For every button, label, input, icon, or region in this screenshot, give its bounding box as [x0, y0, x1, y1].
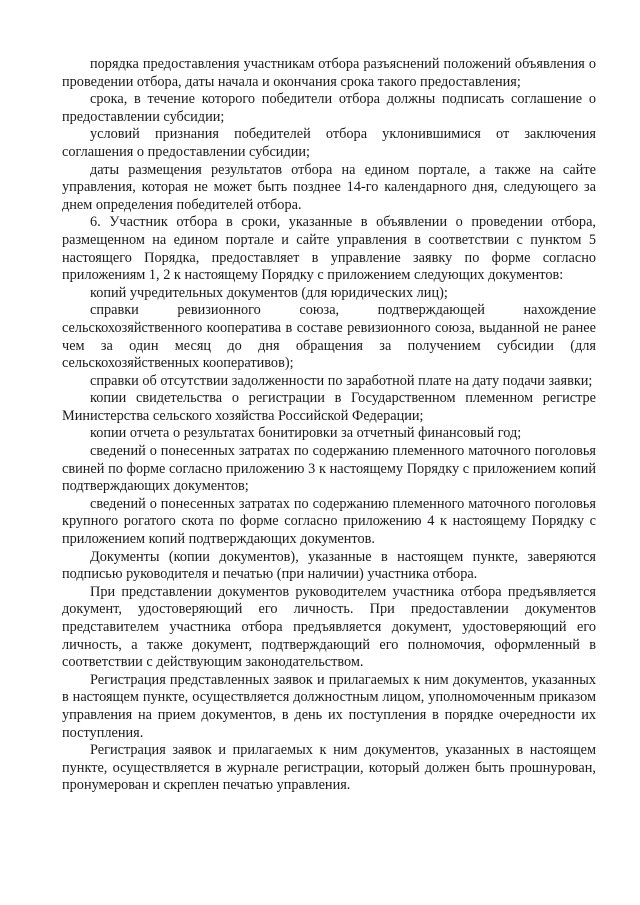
paragraph-signing-deadline: срока, в течение которого победители отбора должны подписать соглашение о предоставлении субсидии;	[62, 91, 596, 125]
paragraph-pig-costs: сведений о понесенных затратах по содержанию племенного маточного поголовья свиней по форме согласно приложению 3 к настоящему Порядку с приложением копий подтверждающих документов;	[62, 443, 596, 495]
paragraph-clarification-order: порядка предоставления участникам отбора разъяснений положений объявления о проведении отбора, даты начала и окончания срока такого предоставления;	[62, 56, 596, 90]
document-page	[62, 56, 596, 795]
paragraph-registration-journal: Регистрация заявок и прилагаемых к ним документов, указанных в настоящем пункте, осуществляется в журнале регистрации, который должен быть прошнурован, пронумерован и скреплен печатью управления.	[62, 742, 596, 794]
paragraph-audit-union-certificate: справки ревизионного союза, подтверждающей нахождение сельскохозяйственного кооператива в составе ревизионного союза, выданной не ранее чем за один месяц до дня обращения за получением субсидии (для сельскохозяйственных кооперативов);	[62, 302, 596, 372]
paragraph-identity-documents: При представлении документов руководителем участника отбора предъявляется документ, удостоверяющий его личность. При предоставлении документов представителем участника отбора предъявляется документ, удостоверяющий его личность, а также документ, подтверждающий его полномочия, оформленный в соответствии с действующим законодательством.	[62, 583, 596, 671]
paragraph-document-certification: Документы (копии документов), указанные в настоящем пункте, заверяются подписью руководителя и печатью (при наличии) участника отбора.	[62, 548, 596, 583]
paragraph-evasion-conditions: условий признания победителей отбора уклонившимися от заключения соглашения о предоставлении субсидии;	[62, 126, 596, 160]
paragraph-cattle-costs: сведений о понесенных затратах по содержанию племенного маточного поголовья крупного рогатого скота по форме согласно приложению 4 к настоящему Порядку с приложением копий подтверждающих документов.	[62, 495, 596, 548]
paragraph-registration-official: Регистрация представленных заявок и прилагаемых к ним документов, указанных в настоящем пункте, осуществляется должностным лицом, уполномоченным приказом управления на прием документов, в день их поступления в порядке очередности их поступления.	[62, 671, 596, 741]
paragraph-founding-documents: копий учредительных документов (для юридических лиц);	[90, 284, 448, 301]
paragraph-no-salary-debt: справки об отсутствии задолженности по заработной плате на дату подачи заявки;	[90, 372, 593, 389]
paragraph-breeding-register-certificate: копии свидетельства о регистрации в Государственном племенном регистре Министерства сельского хозяйства Российской Федерации;	[62, 390, 596, 424]
paragraph-results-date: даты размещения результатов отбора на едином портале, а также на сайте управления, которая не может быть позднее 14-го календарного дня, следующего за днем определения победителей отбора.	[62, 161, 596, 213]
paragraph-bonitation-report: копии отчета о результатах бонитировки за отчетный финансовый год;	[90, 425, 522, 442]
paragraph-section-6: 6. Участник отбора в сроки, указанные в объявлении о проведении отбора, размещенном на едином портале и сайте управления в соответствии с пунктом 5 настоящего Порядка, предоставляет в управление заявку по форме согласно приложениям 1, 2 к настоящему Порядку с приложением следующих документов:	[62, 214, 596, 284]
